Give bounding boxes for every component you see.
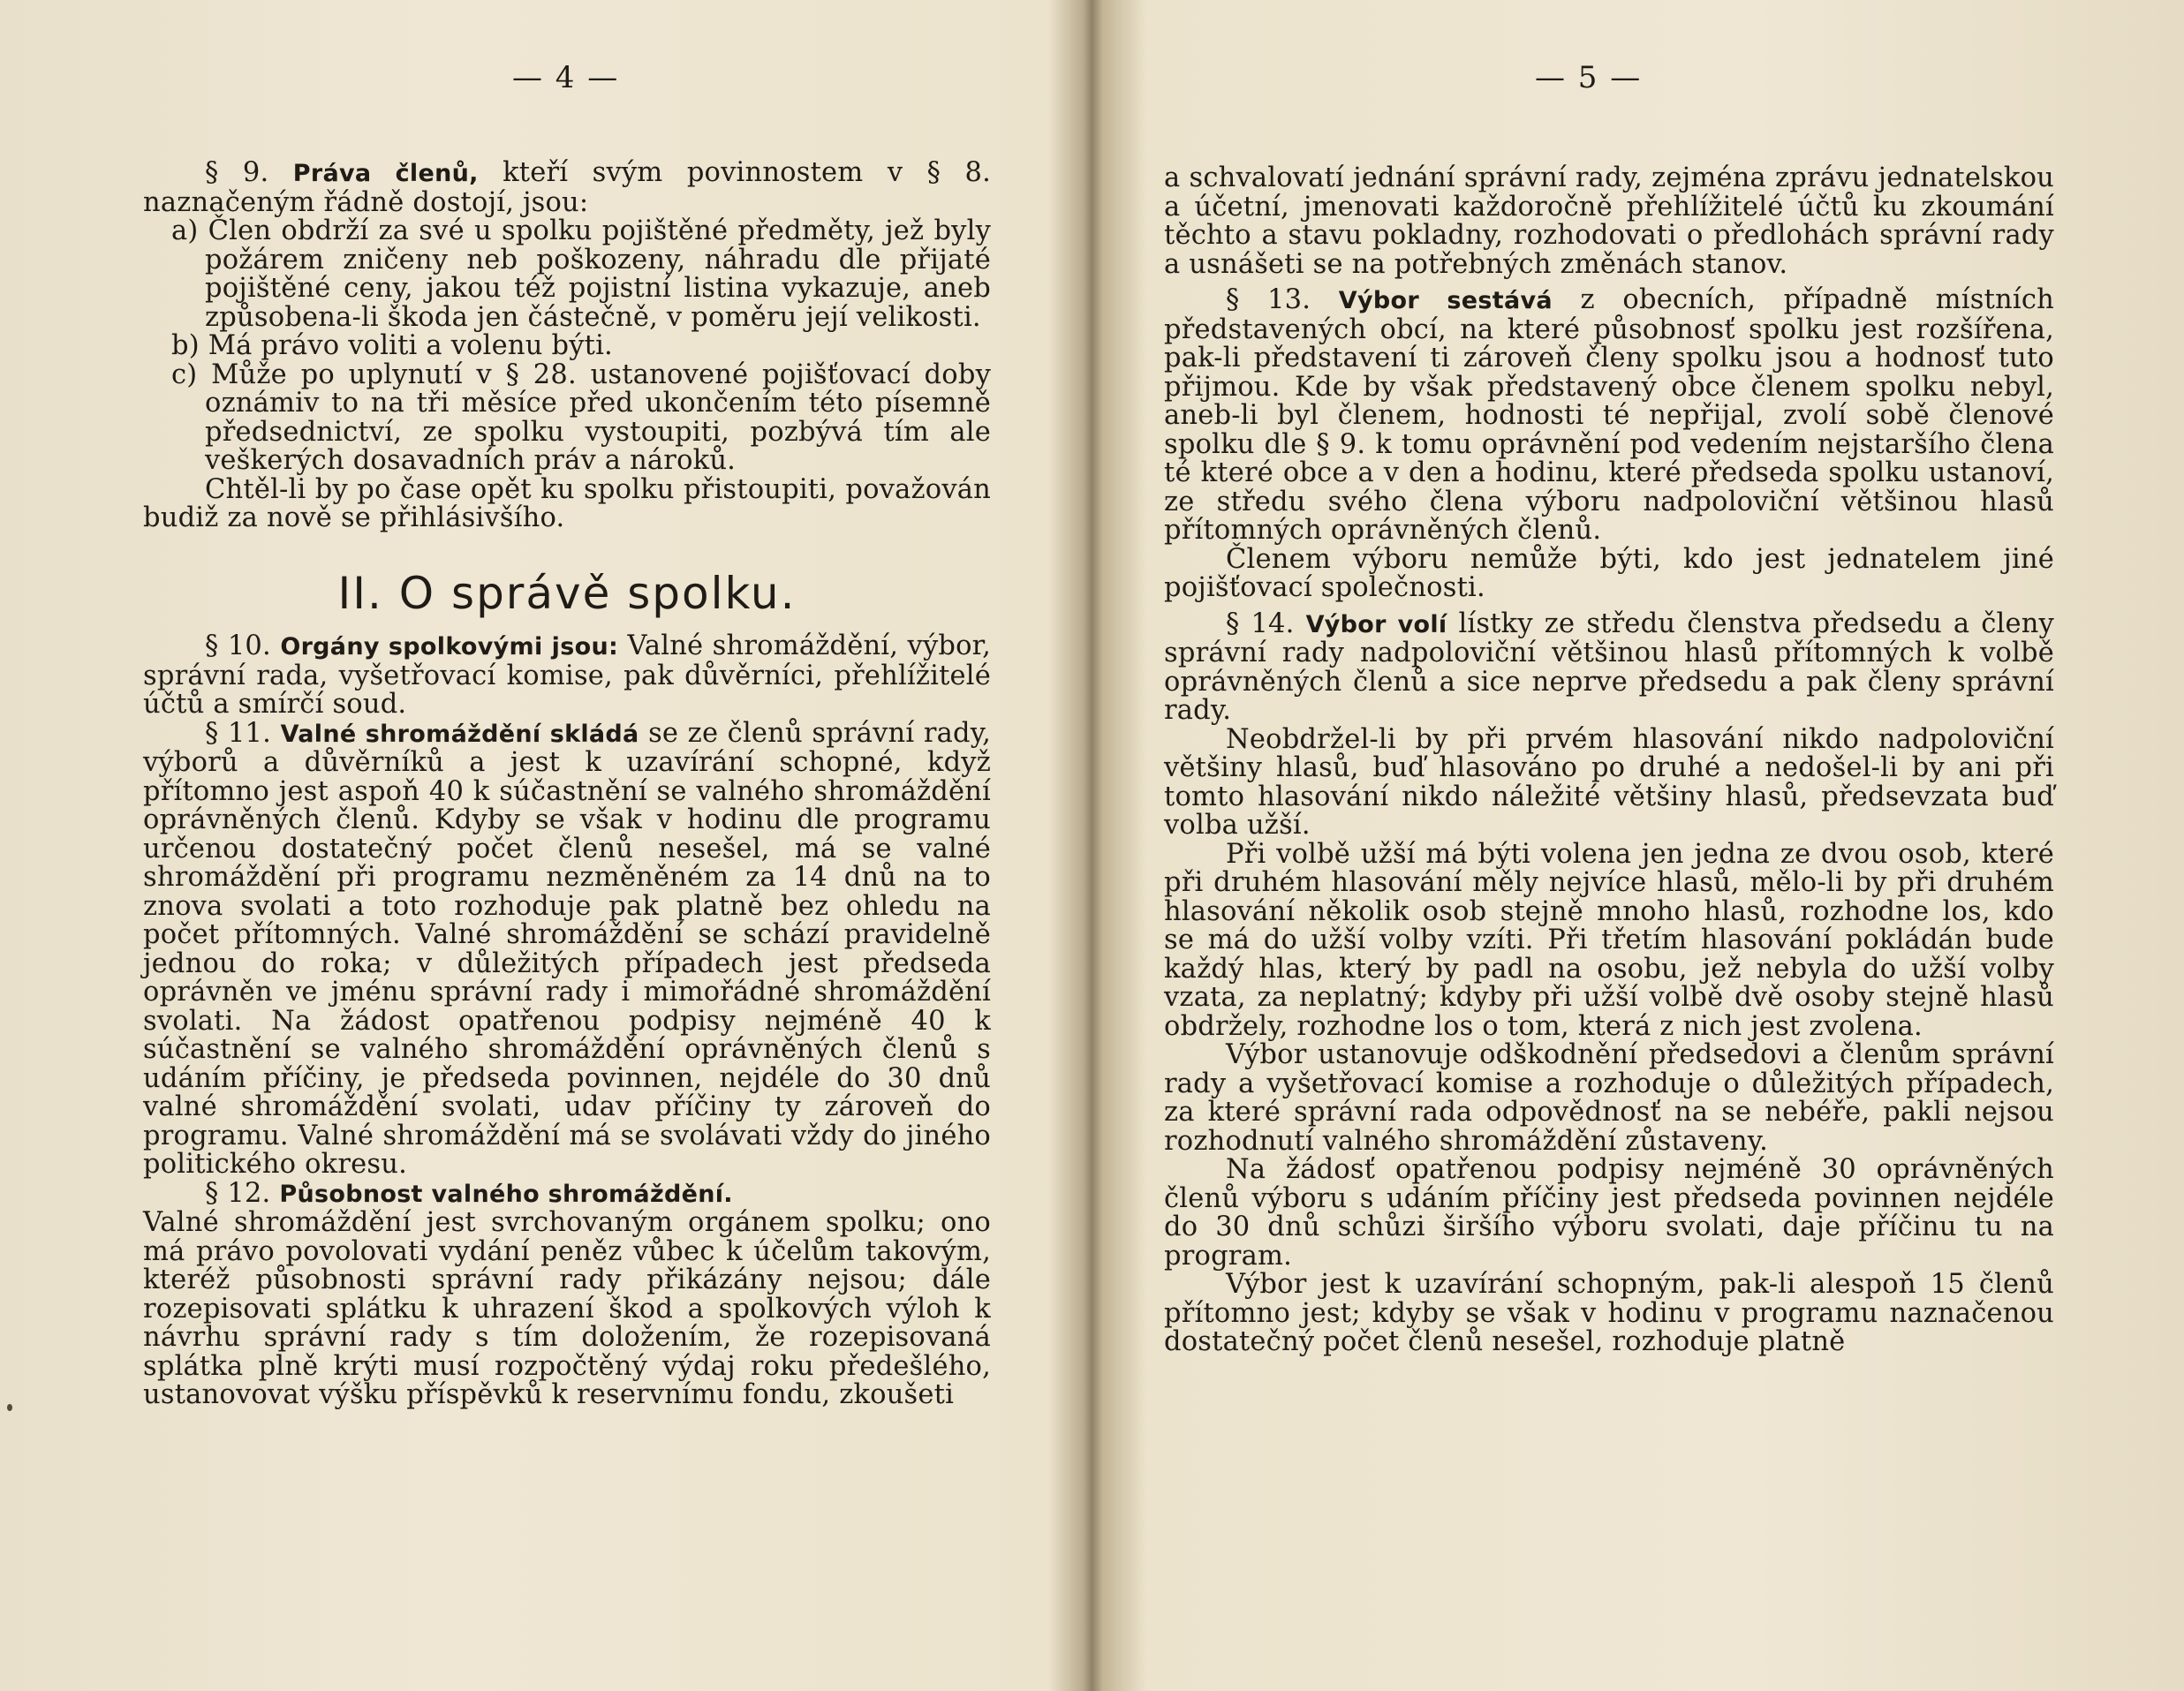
section-number: § 13. (1226, 284, 1311, 315)
section-heading: Práva členů, (292, 160, 479, 187)
paragraph-s11 (143, 717, 991, 1180)
left-page (0, 0, 1086, 1691)
chapter-heading: II. O správě spolku. (337, 567, 797, 619)
list-item-b: b) Má právo voliti a volenu býti. (171, 330, 613, 361)
section-text: z obecních, případně místních představených obcí, na které působnosť spolku jest rozšířena, pak-li představení ti zároveň členy spolku jsou a hodnosť tuto přijmou. Kde by však představený obce členem spolku nebyl, aneb-li byl členem, hodnosti té nepřijal, zvolí sobě členové spolku dle § 9. k tomu oprávnění pod vedením nejstaršího člena té které obce a v den a hodinu, které předseda spolku ustanoví, ze středu svého člena výboru nadpoloviční většinou hlasů přítomných oprávněných členů. (1164, 284, 2054, 546)
section-number: § 9. (205, 157, 269, 188)
paragraph-s13 (1164, 286, 2054, 546)
list-item-a: a) Člen obdrží za své u spolku pojištěné předměty, jež byly požárem zničeny neb poškozeny, náhradu dle přijaté pojištěné ceny, jakou též pojistní listina vykazuje, aneb způsobena-li škoda jen částečně, v poměru její velikosti. (171, 215, 991, 333)
paragraph: Na žádosť opatřenou podpisy nejméně 30 oprávněných členů výboru s udáním příčiny jest předseda povinnen nejdéle do 30 dnů schůzi širšího výboru svolati, daje příčinu tu na program. (1164, 1154, 2054, 1272)
page-number: — 4 — (512, 60, 620, 95)
section-heading: Výbor sestává (1338, 287, 1553, 314)
paragraph-s12: Valné shromáždění jest svrchovaným orgánem spolku; ono má právo povolovati vydání peněz vůbec k účelům takovým, kteréž působnosti správní rady přikázány nejsou; dále rozepisovati splátku k uhrazení škod a spolkových výloh k návrhu správní rady s tím doložením, že rozepisovaná splátka plně krýti musí rozpočtěný výdaj roku předešlého, ustanovovat výšku příspěvků k reservnímu fondu, zkoušeti (143, 1207, 991, 1410)
paragraph: Při volbě užší má býti volena jen jedna ze dvou osob, které při druhém hlasování měly nejvíce hlasů, mělo-li by při druhém hlasování několik osob stejně mnoho hlasů, rozhodne los, kdo se má do užší volby vzíti. Při třetím hlasování pokládán bude každý hlas, který by padl na osobu, jež nebyla do užší volby vzata, za neplatný; kdyby při užší volbě dvě osoby stejně hlasů obdržely, rozhodne los o tom, která z nich jest zvolena. (1164, 838, 2054, 1042)
section-heading: Orgány spolkovými jsou: (280, 633, 619, 661)
section-number: § 12. (205, 1177, 271, 1209)
paragraph-s12-heading (143, 1177, 991, 1210)
page-number: — 5 — (1535, 60, 1643, 95)
paragraph: Výbor jest k uzavírání schopným, pak-li alespoň 15 členů přítomno jest; kdyby se však v hodinu v programu naznačenou dostatečný počet členů nesešel, rozhoduje platně (1164, 1269, 2054, 1357)
section-number: § 11. (205, 717, 272, 749)
page-text (143, 159, 991, 1410)
section-text: lístky ze středu členstva předsedu a členy správní rady nadpoloviční většinou hlasů přítomných k volbě oprávněných členů a sice neprve předsedu a pak členy správní rady. (1164, 608, 2054, 726)
right-page (1098, 0, 2184, 1691)
page-text (1164, 164, 2054, 1357)
paragraph: Neobdržel-li by při prvém hlasování nikdo nadpoloviční většiny hlasů, buď hlasováno po druhé a nedošel-li by ani při tomto hlasování nikdo náležité většiny hlasů, předsevzata buď volba užší. (1164, 723, 2054, 841)
paragraph-s9 (143, 159, 991, 217)
paragraph: Členem výboru nemůže býti, kdo jest jednatelem jiné pojišťovací společnosti. (1164, 543, 2054, 603)
section-text: se ze členů správní rady, výborů a důvěrníků a jest k uzavírání schopné, když přítomno jest aspoň 40 k súčastnění se valného shromáždění oprávněných členů. Kdyby se však v hodinu dle programu určenou dostatečný počet členů nesešel, má se valné shromáždění při programu nezměněném za 14 dnů na to znova svolati a toto rozhoduje pak platně bez ohledu na počet přítomných. Valné shromáždění se schází pravidelně jednou do roka; v důležitých případech jest předseda oprávněn ve jménu správní rady i mimořádné shromáždění svolati. Na žádost opatřenou podpisy nejméně 40 k súčastnění se valného shromáždění oprávněných členů s udáním příčiny, je předseda povinnen, nejdéle do 30 dnů valné shromáždění svolati, udav příčiny ty zároveň do programu. Valné shromáždění má se svolávati vždy do jiného politického okresu. (143, 717, 991, 1180)
list-item-c: c) Může po uplynutí v § 28. ustanovené pojišťovací doby oznámiv to na tři měsíce před ukončením této písemně předsednictví, ze spolku vystoupiti, pozbývá tím ale veškerých dosavadních práv a nároků. (171, 359, 991, 476)
section-text: kteří svým povinnostem v § 8. naznačeným řádně dostojí, jsou: (143, 157, 991, 218)
section-heading: Valné shromáždění skládá (280, 720, 639, 748)
section-heading: Působnost valného shromáždění. (279, 1180, 733, 1208)
ink-spot (7, 1404, 12, 1411)
paragraph: Výbor ustanovuje odškodnění předsedovi a členům správní rady a vyšetřovací komise a rozhoduje o důležitých případech, za které správní rada odpovědnosť na se nebéře, pakli nejsou rozhodnutí valného shromáždění zůstaveny. (1164, 1039, 2054, 1157)
section-number: § 14. (1226, 608, 1295, 639)
paragraph: Chtěl-li by po čase opět ku spolku přistoupiti, považován budiž za nově se přihlásivšího. (143, 473, 991, 533)
paragraph-continued: a schvalovatí jednání správní rady, zejména zprávu jednatelskou a účetní, jmenovati každoročně přehlížitelé účtů ku zkoumání těchto a stavu pokladny, rozhodovati o předlohách správní rady a usnášeti se na potřebných změnách stanov. (1164, 162, 2054, 280)
paragraph-s10 (143, 632, 991, 720)
paragraph-s14 (1164, 610, 2054, 726)
section-number: § 10. (205, 630, 271, 661)
section-heading: Výbor volí (1305, 610, 1447, 638)
section-text: Valné shromáždění, výbor, správní rada, vyšetřovací komise, pak důvěrníci, přehlížitelé účtů a smírčí soud. (143, 630, 991, 720)
